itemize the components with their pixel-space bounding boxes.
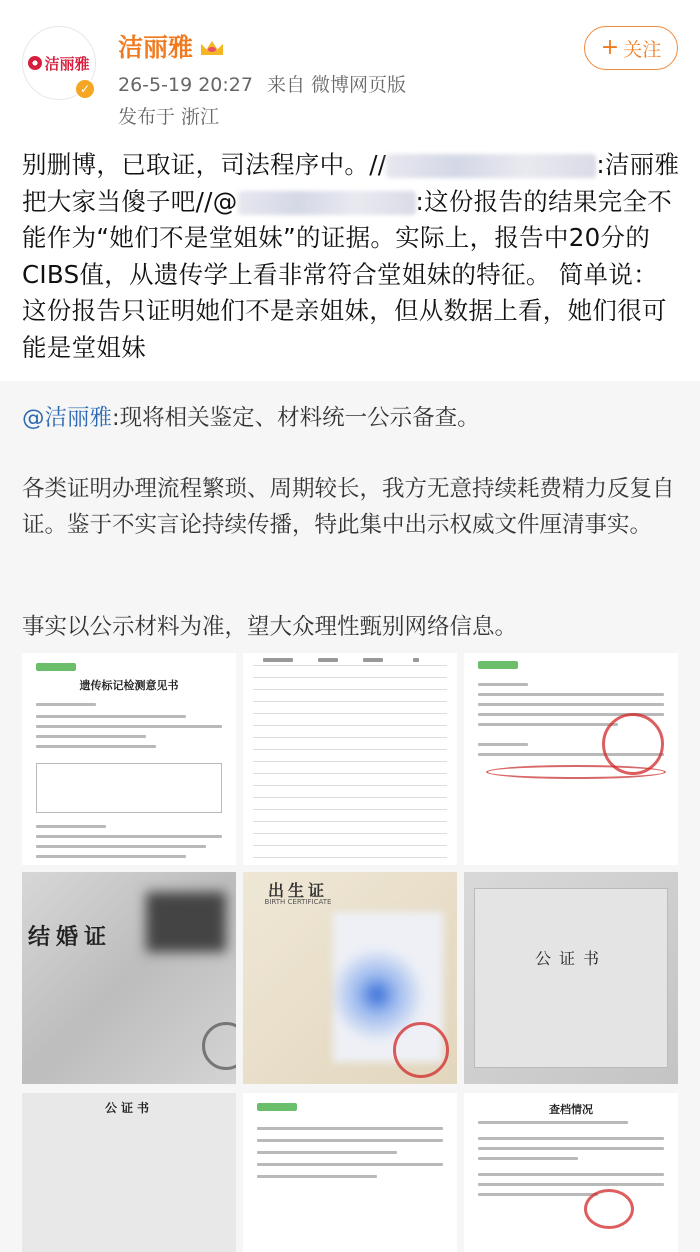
blurred-photo xyxy=(146,892,226,952)
post-timestamp: 26-5-19 20:27 xyxy=(118,74,253,96)
report-logo-icon-2 xyxy=(478,661,518,669)
follow-button[interactable] xyxy=(584,26,678,70)
report-title: 遗传标记检测意见书 xyxy=(79,679,179,692)
red-stamp-icon-2 xyxy=(393,1022,449,1078)
blurred-username xyxy=(386,154,596,178)
repost-paragraph-3: 事实以公示材料为准，望大众理性甄别网络信息。 xyxy=(22,614,518,640)
image-grid xyxy=(22,653,678,1252)
image-thumb-report[interactable] xyxy=(22,653,236,865)
post-body xyxy=(22,147,682,366)
notary-page-label: 公证书 xyxy=(104,1101,153,1115)
report-table xyxy=(36,763,222,813)
image-thumb-archive[interactable] xyxy=(464,1093,678,1252)
repost-line1 xyxy=(22,401,682,435)
red-stamp-icon-3 xyxy=(584,1189,634,1229)
repost-line1-text: :现将相关鉴定、材料统一公示备查。 xyxy=(112,405,480,431)
repost-mention[interactable]: @洁丽雅 xyxy=(22,405,113,431)
image-thumb-birth-cert[interactable] xyxy=(243,872,457,1084)
image-thumb-form[interactable] xyxy=(243,1093,457,1252)
marriage-cert-label: 结婚证 xyxy=(28,924,113,950)
archive-title: 查档情况 xyxy=(549,1103,593,1116)
author-name-text[interactable]: 洁丽雅 xyxy=(118,33,194,62)
report-logo-icon-3 xyxy=(257,1103,297,1111)
image-thumb-data-table[interactable] xyxy=(243,653,457,865)
birth-cert-label: 出生证 xyxy=(267,881,328,900)
post-text-seg2: :洁丽雅把大家当傻子吧// xyxy=(22,150,680,216)
plus-icon: + xyxy=(600,35,620,60)
report-logo-icon xyxy=(36,663,76,671)
seal-icon xyxy=(202,1022,236,1070)
repost-paragraph-2: 各类证明办理流程繁琐、周期较长，我方无意持续耗费精力反复自证。鉴于不实言论持续传播，特此集中出示权威文件厘清事实。 xyxy=(22,476,675,538)
post-source: 来自 微博网页版 xyxy=(267,74,407,96)
crown-icon xyxy=(199,35,225,57)
verified-badge-icon: ✓ xyxy=(74,78,96,100)
image-thumb-notary-cover[interactable] xyxy=(464,872,678,1084)
post-text-seg1: 别删博，已取证，司法程序中。// xyxy=(22,150,387,179)
red-stamp-icon xyxy=(602,713,664,775)
post-text-seg3: :这份报告的结果完全不能作为“她们不是堂姐妹”的证据。实际上，报告中20分的CIBS值，从遗传学上看非常符合堂姐妹的特征。 简单说：这份报告只证明她们不是亲姐妹，但从数据上看，她们很可能是堂姐妹 xyxy=(22,186,673,362)
blurred-username-2 xyxy=(238,191,416,215)
reposted-content[interactable] xyxy=(0,381,700,1252)
image-thumb-conclusion[interactable] xyxy=(464,653,678,865)
follow-label: 关注 xyxy=(623,38,662,61)
image-thumb-notary-page[interactable] xyxy=(22,1093,236,1252)
notary-cover-label: 公证书 xyxy=(534,949,607,968)
post-header xyxy=(0,0,700,140)
post-at-sign: @ xyxy=(212,186,238,216)
image-thumb-marriage-cert[interactable] xyxy=(22,872,236,1084)
logo-flower-icon xyxy=(28,56,42,70)
post-location: 发布于 浙江 xyxy=(118,106,220,128)
avatar-logo-text: 洁丽雅 xyxy=(44,54,90,73)
author-name[interactable] xyxy=(118,28,225,64)
post-meta xyxy=(118,70,406,97)
birth-cert-sub: BIRTH CERTIFICATE xyxy=(264,898,332,906)
